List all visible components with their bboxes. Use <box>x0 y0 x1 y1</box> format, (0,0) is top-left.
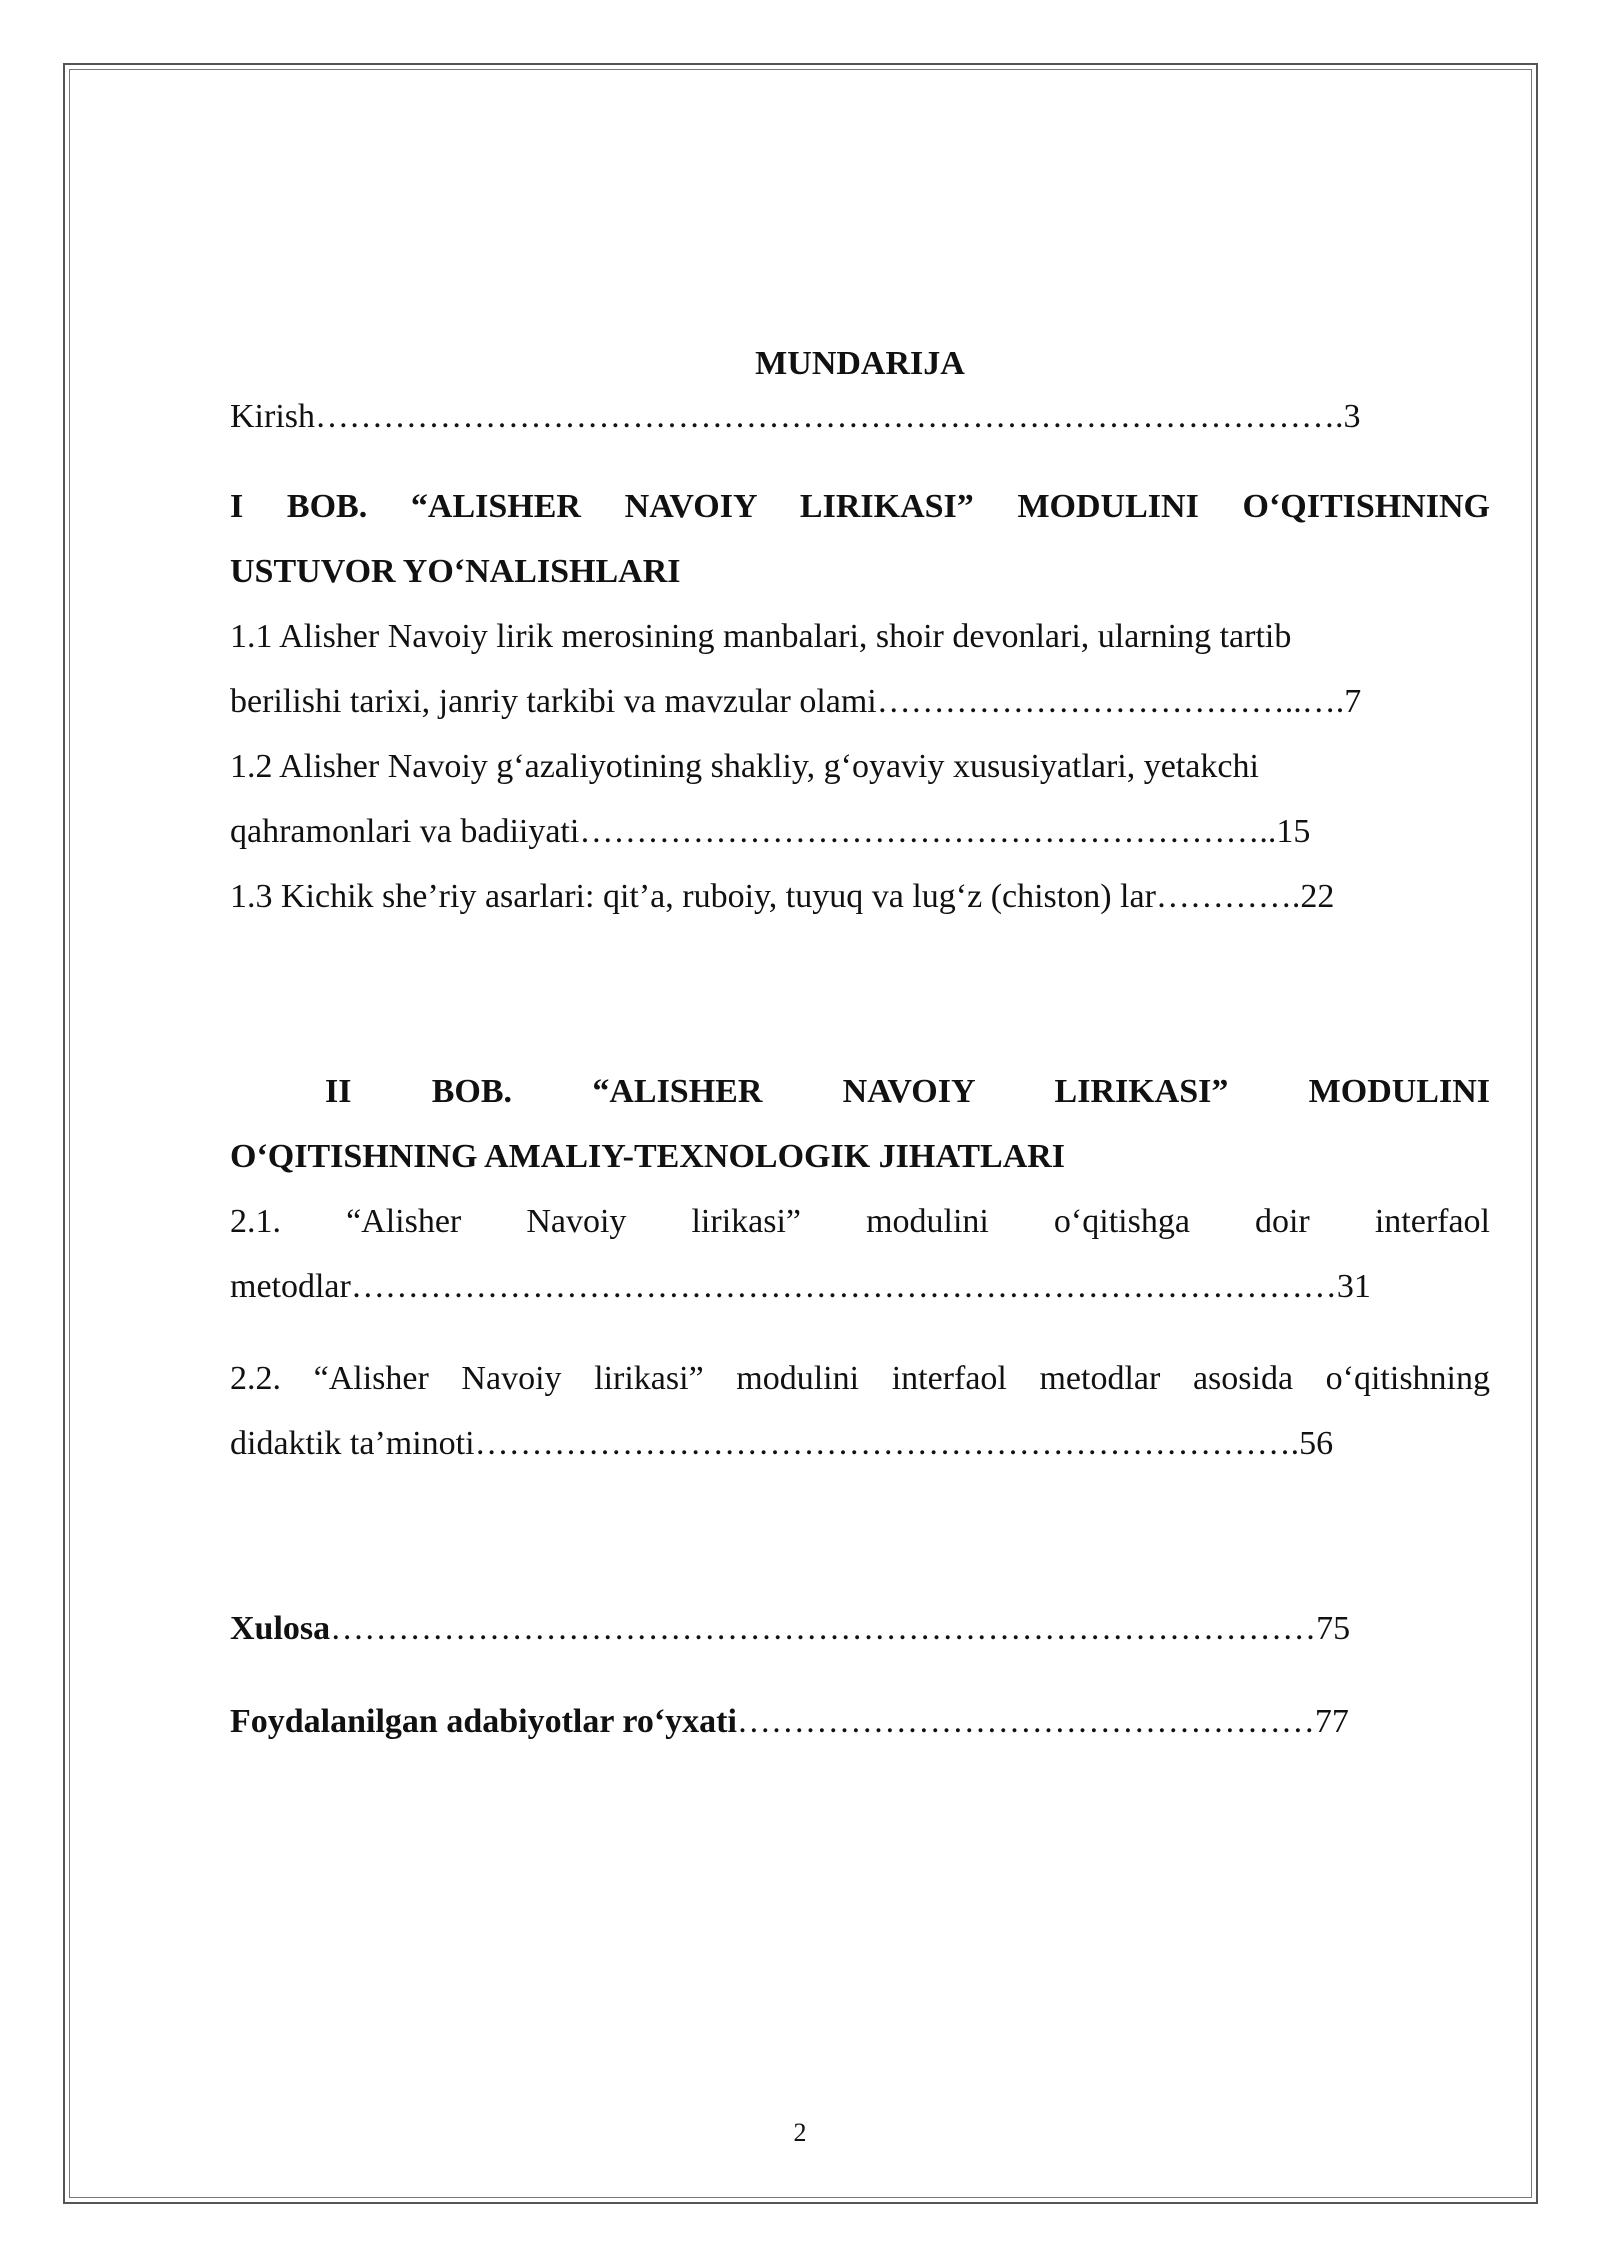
toc-entry-2-1-line-2: metodlar……………………………………………………………………………31 <box>230 1268 1371 1305</box>
toc-entry-1-1-line-1: 1.1 Alisher Navoiy lirik merosining manbalari, shoir devonlari, ularning tartib <box>230 618 1292 655</box>
references-label: Foydalanilgan adabiyotlar ro‘yxati <box>230 1703 737 1740</box>
toc-entry-intro: Kirish……………………………………………………………………………….3 <box>230 398 1361 435</box>
references-page-leader: ……………………………………………77 <box>736 1703 1349 1740</box>
conclusion-page-leader: ……………………………………………………………………………75 <box>330 1610 1351 1647</box>
toc-entry-2-1-line-1: 2.1. “Alisher Navoiy lirikasi” modulini o‘qitishga doir interfaol <box>230 1203 1490 1240</box>
page-border-inner <box>69 69 1532 2198</box>
toc-entry-references <box>230 1700 1349 1744</box>
chapter-2-heading-line-1: II BOB. “ALISHER NAVOIY LIRIKASI” MODULINI <box>325 1073 1490 1110</box>
toc-entry-2-2-line-1: 2.2. “Alisher Navoiy lirikasi” modulini interfaol metodlar asosida o‘qitishning <box>230 1360 1490 1397</box>
conclusion-label: Xulosa <box>230 1610 331 1647</box>
chapter-1-heading-line-1: I BOB. “ALISHER NAVOIY LIRIKASI” MODULINI O‘QITISHNING <box>230 488 1490 525</box>
toc-entry-2-2-line-2: didaktik ta’minoti……………………………………………………………….56 <box>230 1425 1334 1462</box>
toc-entry-conclusion <box>230 1607 1350 1651</box>
toc-entry-1-2-line-1: 1.2 Alisher Navoiy g‘azaliyotining shakliy, g‘oyaviy xususiyatlari, yetakchi <box>230 748 1259 785</box>
toc-entry-1-1-line-2: berilishi tarixi, janriy tarkibi va mavzular olami………………………………..….7 <box>230 683 1362 720</box>
toc-entry-1-3: 1.3 Kichik she’riy asarlari: qit’a, ruboiy, tuyuq va lug‘z (chiston) lar………….22 <box>230 878 1335 915</box>
page-number: 2 <box>793 2118 807 2147</box>
chapter-1-heading-line-2: USTUVOR YO‘NALISHLARI <box>230 553 681 590</box>
page-title: MUNDARIJA <box>755 345 965 382</box>
chapter-2-heading-line-2: O‘QITISHNING AMALIY-TEXNOLOGIK JIHATLARI <box>230 1138 1066 1175</box>
toc-entry-1-2-line-2: qahramonlari va badiiyati……………………………………………………..15 <box>230 813 1311 850</box>
